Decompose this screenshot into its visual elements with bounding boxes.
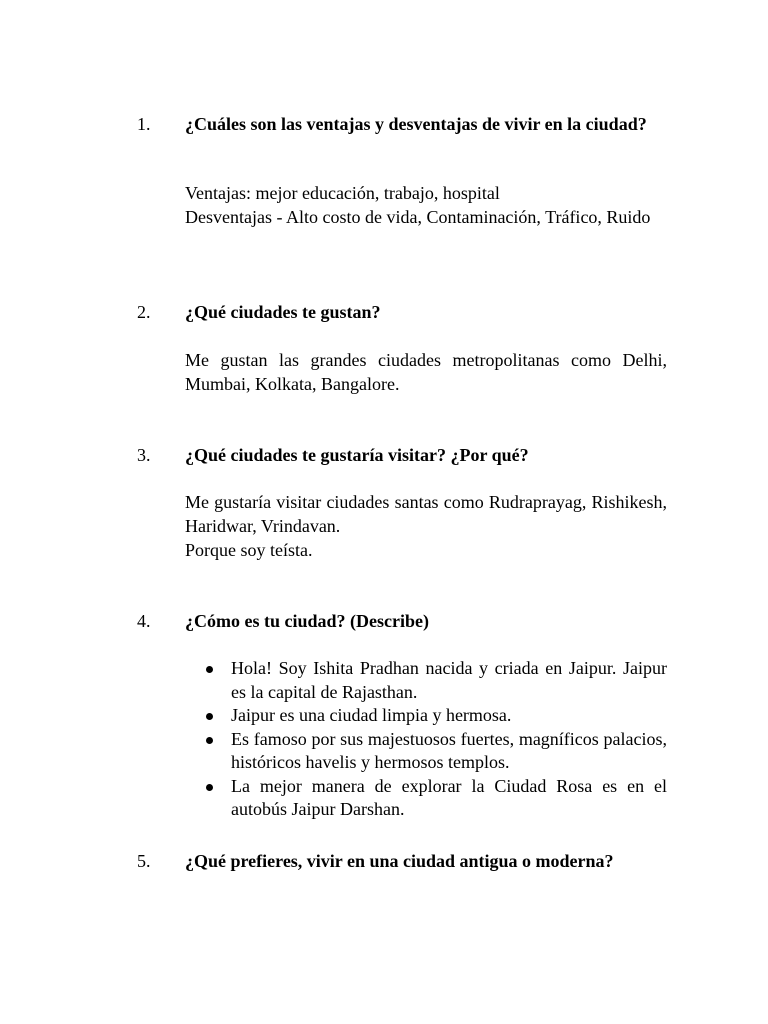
question-number-3: 3. [137, 445, 151, 465]
answer-1 [185, 181, 667, 229]
question-3: ¿Qué ciudades te gustaría visitar? ¿Por qué? [185, 445, 529, 465]
answer-2 [185, 348, 667, 396]
question-1: ¿Cuáles son las ventajas y desventajas de vivir en la ciudad? [185, 114, 647, 134]
list-item: Es famoso por sus majestuosos fuertes, magníficos palacios, históricos havelis y hermosos templos. [185, 728, 667, 775]
list-item: Jaipur es una ciudad limpia y hermosa. [185, 704, 667, 728]
answer-1-line-2: Desventajas - Alto costo de vida, Contaminación, Tráfico, Ruido [185, 207, 651, 227]
question-5: ¿Qué prefieres, vivir en una ciudad antigua o moderna? [185, 851, 614, 871]
answer-2-line-1: Me gustan las grandes ciudades metropolitanas como Delhi, Mumbai, Kolkata, Bangalore. [185, 350, 667, 394]
question-number-1: 1. [137, 114, 151, 134]
answer-1-line-1: Ventajas: mejor educación, trabajo, hospital [185, 183, 500, 203]
list-item: La mejor manera de explorar la Ciudad Rosa es en el autobús Jaipur Darshan. [185, 775, 667, 822]
question-number-5: 5. [137, 851, 151, 871]
answer-3-line-2: Porque soy teísta. [185, 540, 313, 560]
bullet-icon [206, 713, 213, 720]
question-number-2: 2. [137, 302, 151, 322]
list-item: Hola! Soy Ishita Pradhan nacida y criada en Jaipur. Jaipur es la capital de Rajasthan. [185, 657, 667, 704]
bullet-icon [206, 737, 213, 744]
question-4: ¿Cómo es tu ciudad? (Describe) [185, 611, 429, 631]
bullet-icon [206, 666, 213, 673]
question-2: ¿Qué ciudades te gustan? [185, 302, 381, 322]
bullet-icon [206, 784, 213, 791]
answer-3 [185, 490, 667, 562]
answer-3-line-1: Me gustaría visitar ciudades santas como Rudraprayag, Rishikesh, Haridwar, Vrindavan. [185, 492, 667, 536]
city-description-list [185, 657, 667, 822]
question-number-4: 4. [137, 611, 151, 631]
